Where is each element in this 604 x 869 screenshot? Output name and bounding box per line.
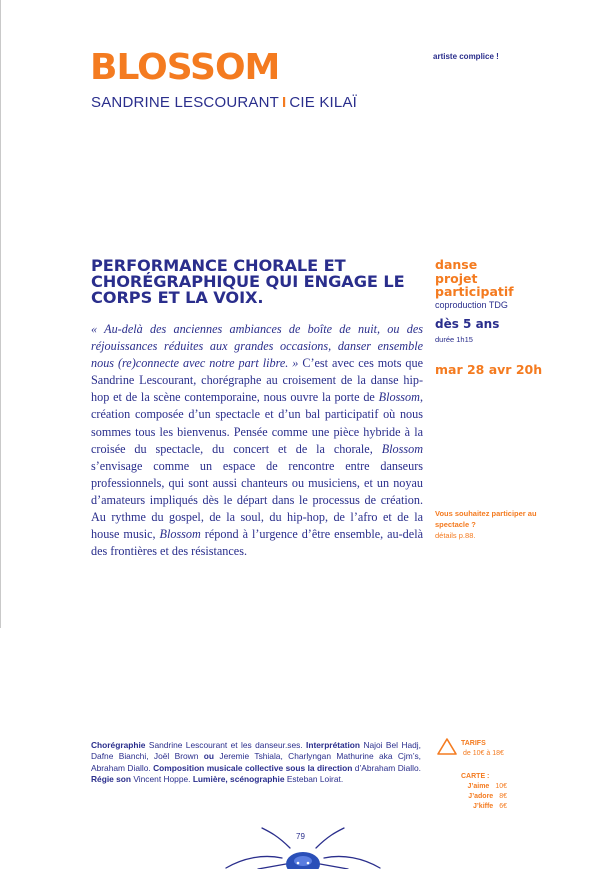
duration-label: durée 1h15 [435, 335, 473, 344]
category-list [435, 258, 514, 299]
body-p4: répond à l’urgence d’être ensemble, au-delà des frontières et des résistances. [91, 527, 423, 559]
page-margin-line [0, 0, 1, 628]
credit-label-composition: Composition musicale collective sous la direction [153, 762, 353, 773]
carte-title: CARTE : [461, 773, 490, 780]
credit-label-regie: Régie son [91, 774, 132, 785]
credits [91, 740, 421, 786]
body-text [91, 321, 423, 560]
carte-price: 10€ [495, 783, 507, 790]
carte-label: J’adore [468, 793, 494, 800]
body-blossom-2: Blossom [381, 441, 423, 456]
carte-label: J’aime [467, 783, 490, 790]
credit-value-4: d’Abraham Diallo. [352, 762, 421, 773]
body-blossom-1: Blossom [378, 390, 420, 405]
age-label: dès 5 ans [435, 317, 500, 331]
body-quote: « Au-delà des anciennes ambiances de boîte de nuit, ou des réjouissances réduites aux grandes occasions, danser ensemble nous (re)connecte avec notre part libre. » [91, 322, 423, 371]
page-title: BLOSSOM [90, 47, 280, 88]
carte-label: J’kiffe [472, 803, 494, 810]
headline: PERFORMANCE CHORALE ET CHORÉGRAPHIQUE QUI ENGAGE LE CORPS ET LA VOIX. [91, 256, 405, 308]
warning-triangle-icon [437, 738, 457, 755]
credit-value-6: Esteban Loirat. [284, 774, 344, 785]
complice-label: artiste complice ! [433, 52, 499, 61]
body-p3: s’envisage comme un espace de rencontre entre danseurs professionnels, qui sont aussi chanteurs ou musiciens, et un noyau d’amateurs impliqués dès le départ dans le processus de création. Au rythme du gospel, de la soul, du hip-hop, de l’afro et de la house music, [91, 458, 423, 542]
carte-row [461, 782, 507, 792]
category-danse: danse [435, 257, 478, 272]
tarifs-title: TARIFS [461, 740, 486, 747]
credit-value-3: Jeremie Tshiala, Charlyngan Mathurine aka Cjm’s, Abraham Diallo. [91, 751, 421, 773]
page-number: 79 [296, 832, 305, 841]
carte-price: 8€ [499, 793, 507, 800]
carte-price: 6€ [499, 803, 507, 810]
tarifs-block [461, 739, 504, 759]
separator: I [282, 94, 287, 111]
artist-line [91, 94, 357, 111]
credit-label-lumiere: Lumière, scénographie [192, 774, 285, 785]
participate-prompt: Vous souhaitez participer au spectacle ? [435, 509, 537, 529]
credit-value-1: Sandrine Lescourant et les danseur.ses. [145, 740, 307, 750]
credit-or: ou [203, 751, 214, 762]
tarifs-range: de 10€ à 18€ [463, 750, 504, 757]
carte-row [461, 802, 507, 812]
carte-row [461, 792, 507, 802]
body-p2: , création composée d’un spectacle et d’un bal participatif où nous sommes tous les bienvenus. Pensée comme une pièce hybride à la croisée du spectacle, du concert et de la chorale, [91, 390, 423, 456]
carte-block [461, 772, 507, 812]
company-name: CIE KILAÏ [289, 94, 358, 111]
credit-value-2: Najoi Bel Hadj, Dafne Bianchi, Joël Brown [91, 740, 421, 762]
category-participatif: participatif [435, 284, 514, 299]
performance-date: mar 28 avr 20h [435, 362, 543, 377]
coproduction-label: coproduction TDG [435, 300, 508, 310]
beetle-illustration-icon [218, 818, 388, 869]
credit-label-choregraphie: Chorégraphie [91, 740, 146, 750]
credit-label-interpretation: Interprétation [306, 740, 361, 750]
body-p1: C’est avec ces mots que Sandrine Lescourant, chorégraphe au croisement de la danse hip-hop et de la scène contemporaine, nous ouvre la porte de [91, 356, 423, 405]
credit-value-5: Vincent Hoppe. [131, 774, 193, 785]
body-blossom-3: Blossom [159, 527, 201, 542]
details-link[interactable]: détails p.88. [435, 531, 476, 540]
category-projet: projet [435, 270, 478, 286]
artist-name: SANDRINE LESCOURANT [91, 94, 279, 111]
